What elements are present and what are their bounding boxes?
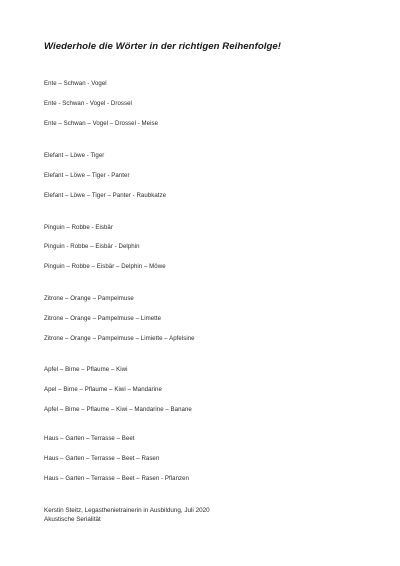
word-sequence-line: Zitrone – Orange – Pampelmuse – Limiette – Apfelsine [44,335,195,342]
word-sequence-line: Elefant – Löwe – Tiger - Panter [44,172,130,179]
author-credit: Kerstin Steitz, Legasthenietrainerin in Ausbildung, Juli 2020 [44,507,210,514]
word-sequence-line: Haus – Garten – Terrasse – Beet [44,435,135,442]
worksheet-subject: Akustische Serialität [44,516,101,523]
word-sequence-line: Apel – Birne – Pflaume – Kiwi – Mandarine [44,386,162,393]
page-title: Wiederhole die Wörter in der richtigen Reihenfolge! [44,41,282,52]
word-sequence-line: Ente - Schwan - Vogel - Drossel [44,100,132,107]
word-sequence-line: Pinguin – Robbe - Eisbär [44,224,113,231]
word-sequence-line: Apfel – Birne – Pflaume – Kiwi [44,366,128,373]
word-sequence-line: Zitrone – Orange – Pampelmuse [44,295,134,302]
word-sequence-line: Pinguin – Robbe – Eisbär – Delphin – Möwe [44,263,166,270]
word-sequence-line: Pinguin - Robbe – Eisbär - Delphin [44,243,140,250]
word-sequence-line: Haus – Garten – Terrasse – Beet – Rasen - Pflanzen [44,475,189,482]
word-sequence-line: Ente – Schwan – Vogel – Drossel - Meise [44,120,159,127]
word-sequence-line: Elefant – Löwe – Tiger – Panter - Raubkatze [44,192,167,199]
word-sequence-line: Apfel – Birne – Pflaume – Kiwi – Mandarine – Banane [44,406,192,413]
word-sequence-line: Zitrone – Orange – Pampelmuse – Limette [44,315,162,322]
word-sequence-line: Elefant – Löwe - Tiger [44,152,105,159]
word-sequence-line: Ente – Schwan - Vogel [44,80,107,87]
word-sequence-line: Haus – Garten – Terrasse – Beet – Rasen [44,455,160,462]
